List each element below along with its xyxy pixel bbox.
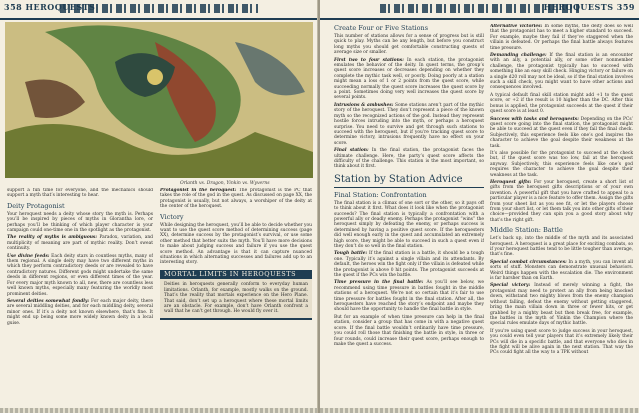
right-running-head: HEROQUESTS bbox=[543, 2, 614, 12]
left-page-number: 358 bbox=[4, 2, 23, 12]
left-page-number-label bbox=[4, 2, 95, 12]
left-page-header bbox=[0, 0, 318, 20]
paragraph: The reality of myths is ambiguous: Paradox, variation, and multiplicity of meaning are part of mythic reality. Don’t sweat continuity. bbox=[7, 235, 153, 252]
run-in-head: The reality of myths is ambiguous: bbox=[7, 235, 98, 241]
footer-ornament bbox=[0, 408, 318, 413]
run-in-head: Special victory: bbox=[490, 283, 531, 289]
left-page bbox=[0, 0, 318, 413]
illustration-orlanth-vs-dragon bbox=[5, 22, 313, 178]
paragraph: Special combat circumstances: In a myth, you can invent all sorts of stuff. Monsters can demonstrate unusual behaviors. Weird things happen with the escalation die. The environment is far harsher than on Earth. bbox=[490, 259, 633, 282]
sidebar-text: Deities in heroquests generally conform to everyday human limitations. Orlanth, for example, mostly walks on the ground. That’s the reality that mortals experience on the Hero Plane. That said, don’t set up a heroquest where these mortal limits are an obstacle. For example, don’t have Orlanth confront a wall that he can’t get through. He would fly over it. bbox=[164, 282, 308, 315]
right-page bbox=[320, 0, 639, 413]
right-page-header bbox=[320, 0, 639, 20]
right-page-number-label bbox=[544, 2, 635, 12]
paragraph: Tough battle: If the final station is a battle, it should be a tough one. Typically it’s against a single villain and its attendants. By default, the heroes win the fight only if the villain is defeated while the protagonist is above 0 hit points. The protagonist succeeds at the quest if the PCs win the battle. bbox=[334, 251, 484, 279]
run-in-head: Special combat circumstances: bbox=[490, 259, 567, 265]
heading-victory: Victory bbox=[160, 212, 184, 221]
run-in-head: Heroquest gifts: bbox=[490, 179, 532, 185]
paragraph: Alternative victories: In some myths, the deity does so well that the protagonist has to meet a higher standard to succeed. For example, maybe they fail if they’ve staggered when the villain is defeated. Or perhaps the final battle always features time pressure. bbox=[490, 24, 633, 51]
paragraph: Your heroquest needs a deity whose story the myth is. Perhaps you’ll be inspired by pieces of myths in Glorantha lore, or perhaps you’ll be thinking of which player character is your campaign could one-time one in the spotlight as the protagonist. bbox=[7, 211, 153, 234]
paragraph: Time pressure in the final battle: As you’ll see below, we recommend using time pressure in battles fought in the middle stations of a heroquest. We’re not so certain that it’s fair to use time pressure for battles fought in the final station. After all, the heroquesters have reached the story’s endpoint and maybe they should have the opportunity to handle the final battle in style. bbox=[334, 280, 484, 313]
paragraph: A typical default final skill station might add +1 to the quest score, or +2 if the result is 10 higher than the DC. After this bonus is applied, the protagonist succeeds at the quest if their quest score is at least 0. bbox=[490, 92, 633, 115]
run-in-head: Success with tasks and heroquests: bbox=[490, 116, 579, 122]
run-in-head: Time pressure in the final battle: bbox=[334, 280, 424, 286]
paragraph: It’s also possible for the protagonist to succeed at the check but, if the quest score was too low, fail at the heroquest anyway. Subjectively, this experience feels like one’s god requires the character to achieve the goal despite their weakness at the task. bbox=[490, 150, 633, 178]
heading-create-stations: Create Four or Five Stations bbox=[334, 24, 429, 32]
left-column-2 bbox=[160, 188, 312, 408]
illustration-art bbox=[5, 22, 313, 178]
run-in-head: Demanding challenge: bbox=[490, 53, 547, 59]
paragraph: Use divine feeds: Each deity stars in countless myths, many of them regional. A single deity may have two different myths in which they perform contradictory deeds or are revealed to have contradictory natures. Different gods might undertake the same deeds in different regions, or even different times of the year. For every major myth known to all, new, there are countless less well known myths, especially many featuring the worldly most prominent deities. bbox=[7, 253, 153, 297]
intro-paragraph: support a fun time for everyone, and the mechanics should support a myth that’s interesting to hear. bbox=[7, 188, 153, 199]
paragraph: While designing the heroquest, you’ll be able to decide whether you want to use the quest score method of determining success (page XX), determine success by the protagonist’s survival, or use some other method that better suits the myth. You’ll have more decisions to make about judging success and failure if you use the quest score method. An advantage is that it can capture nuanced situations in which alternating successes and failures add up to an interesting story. bbox=[160, 222, 312, 266]
paragraph: Heroquest gifts: For your heroquest, create a short list of gifts from the heroquest gifts descriptions or of your own invention. A powerful gift that you have crafted to appeal to a particular player is a nice feature to offer them. Assign the gifts from your sheet list as you see fit, or let the players choose from your short list, or let them talk you into other gifts of their choice—provided they can spin you a good story about why that’s the right gift. bbox=[490, 179, 633, 223]
heading-station-advice: Station by Station Advice bbox=[334, 174, 484, 188]
footer-ornament bbox=[320, 408, 639, 413]
illustration-caption: Orlanth vs. Dragon, Yinkin vs. Wyverns bbox=[180, 181, 270, 186]
paragraph: Success with tasks and heroquests: Depending on the PCs’ quest score going into the final station, the protagonist might be able to succeed at the quest even if they fail the final check. Subjectively, this experience feels like one’s god inspires the character to achieve the goal despite their weakness at the task. bbox=[490, 116, 633, 149]
paragraph: Several deities somewhat fondly: For each major deity, there are several middling deities, and for each middling deity, several minor ones. If it’s a deity not known elsewhere, that’s fine. It might end up being some more widely known deity in a local guise. bbox=[7, 298, 153, 326]
run-in-head: Intrusions & ambushes: bbox=[334, 102, 394, 108]
paragraph: Intrusions & ambushes: Some stations aren’t part of the mythic story of the heroquest. They don’t represent a piece of the known myth so the recognized actions of the god. Instead they represent hostile forces intruding into the myth, or perhaps a heroquest surprise. You need to survive and get through such stations to succeed with the heroquest, but if you’re tracking quest score to determine victory, intrusions frequently have no effect on your score. bbox=[334, 102, 484, 146]
paragraph: The final station is a climax of one sort or the other, so it pays off to think about it first. What does it look like when the protagonist succeeds? The final station is typically a confrontation with a powerful ally or deadly enemy. Perhaps the protagonist “wins” the heroquest simply by defeating the enemy, or perhaps success is determined by having a positive quest score. If the heroquesters did well enough early in the quest and accumulated an extremely high score, they might be able to succeed in such a quest even if they don’t do so well in the final station. bbox=[334, 200, 484, 249]
left-running-head: HEROQUESTS bbox=[25, 2, 96, 12]
run-in-head: Protagonist in the heroquest: bbox=[160, 188, 237, 193]
paragraph: Protagonist in the heroquest: The protagonist is the PC that takes the role of the god in the quest. As discussed on page XX, the protagonist is usually, but not always, a worshiper of the deity at the center of the heroquest. bbox=[160, 188, 312, 210]
run-in-head: Tough battle: bbox=[334, 251, 368, 257]
sidebar-title: MORTAL LIMITS IN HEROQUESTS bbox=[160, 270, 312, 279]
heading-final-station: Final Station: Confrontation bbox=[334, 190, 427, 199]
run-in-head: Final station: bbox=[334, 148, 369, 154]
run-in-head: Alternative victories: bbox=[490, 24, 543, 29]
run-in-head: First two to four stations: bbox=[334, 57, 404, 63]
right-page-number: 359 bbox=[616, 2, 635, 12]
left-column-1 bbox=[7, 188, 153, 408]
heading-middle-station: Middle Station: Battle bbox=[490, 226, 563, 235]
paragraph: Final station: In the final station, the protagonist faces the ultimate challenge. Here, the party’s quest score affects the difficulty of the challenge. This station is the most important, so think about it first. bbox=[334, 148, 484, 170]
paragraph: This number of stations allows for a sense of progress but is still quick to play. Myths can be any length, but before you construct long myths you should get comfortable constructing quests of average size or smaller. bbox=[334, 34, 484, 56]
heading-deity-protagonist: Deity Protagonist bbox=[7, 201, 65, 210]
paragraph: Let’s back up, into the middle of the myth and its associated heroquest. A heroquest is a great place for exciting combats, so if your heroquest battles tend to be little tougher than average, that’s fine. bbox=[490, 236, 633, 258]
paragraph: But for an example of when time pressure can help in the final station, consider a group that has come in with a negative quest score. If the final battle wouldn’t ordinarily have time pressure, you could roll those that finishing the battle in style, in three or four rounds, could increase their quest score, perhaps enough to make the quest a success. bbox=[334, 314, 484, 347]
paragraph: If you’re using quest score to judge success in your heroquest, you could even tell your players that it’s extremely likely their PCs will die in a specific battle, and that everyone who dies in the fight will be alive again in the next station. That way the PCs could fight all the way to a TPK without bbox=[490, 328, 633, 356]
right-column-2 bbox=[490, 24, 633, 408]
right-column-1 bbox=[334, 24, 484, 408]
paragraph: First two to four stations: In each station, the protagonist emulates the behavior of the deity. In quest terms, the group’s quest score increases or decreases depending on whether they complete the mythic task well, or poorly. Doing poorly at a station might mean a loss of 1 or 2 points from the quest score, while succeeding normally the quest score increases the quest score by a point. Sometimes doing very well increases the quest score by several points. bbox=[334, 57, 484, 101]
run-in-head: Several deities somewhat fondly: bbox=[7, 298, 90, 304]
run-in-head: Use divine feeds: bbox=[7, 253, 50, 259]
sidebar-body bbox=[160, 279, 312, 319]
paragraph: Special victory: Instead of merely winning a fight, the protagonist may need to protect an ally from being knocked down, withstand two mighty blows from the enemy champion without falling, defeat the enemy without getting staggered, bring the main villain down in three or fewer hits, or get grabbed by a mighty beast but then break free, for example, the battles in the myth of Yinkin the Champion where the special rules emulate days of mythic battle. bbox=[490, 283, 633, 327]
paragraph: Demanding challenge: If the final station is an encounter with an ally, a potential ally, or some other nonmember challenge, the protagonist typically has to succeed with something like an easy skill check. Hinging victory or failure on a single d20 roll may not be ideal, so if the final station involves such a skill check, you might want to have other actions and consequences involved. bbox=[490, 53, 633, 91]
